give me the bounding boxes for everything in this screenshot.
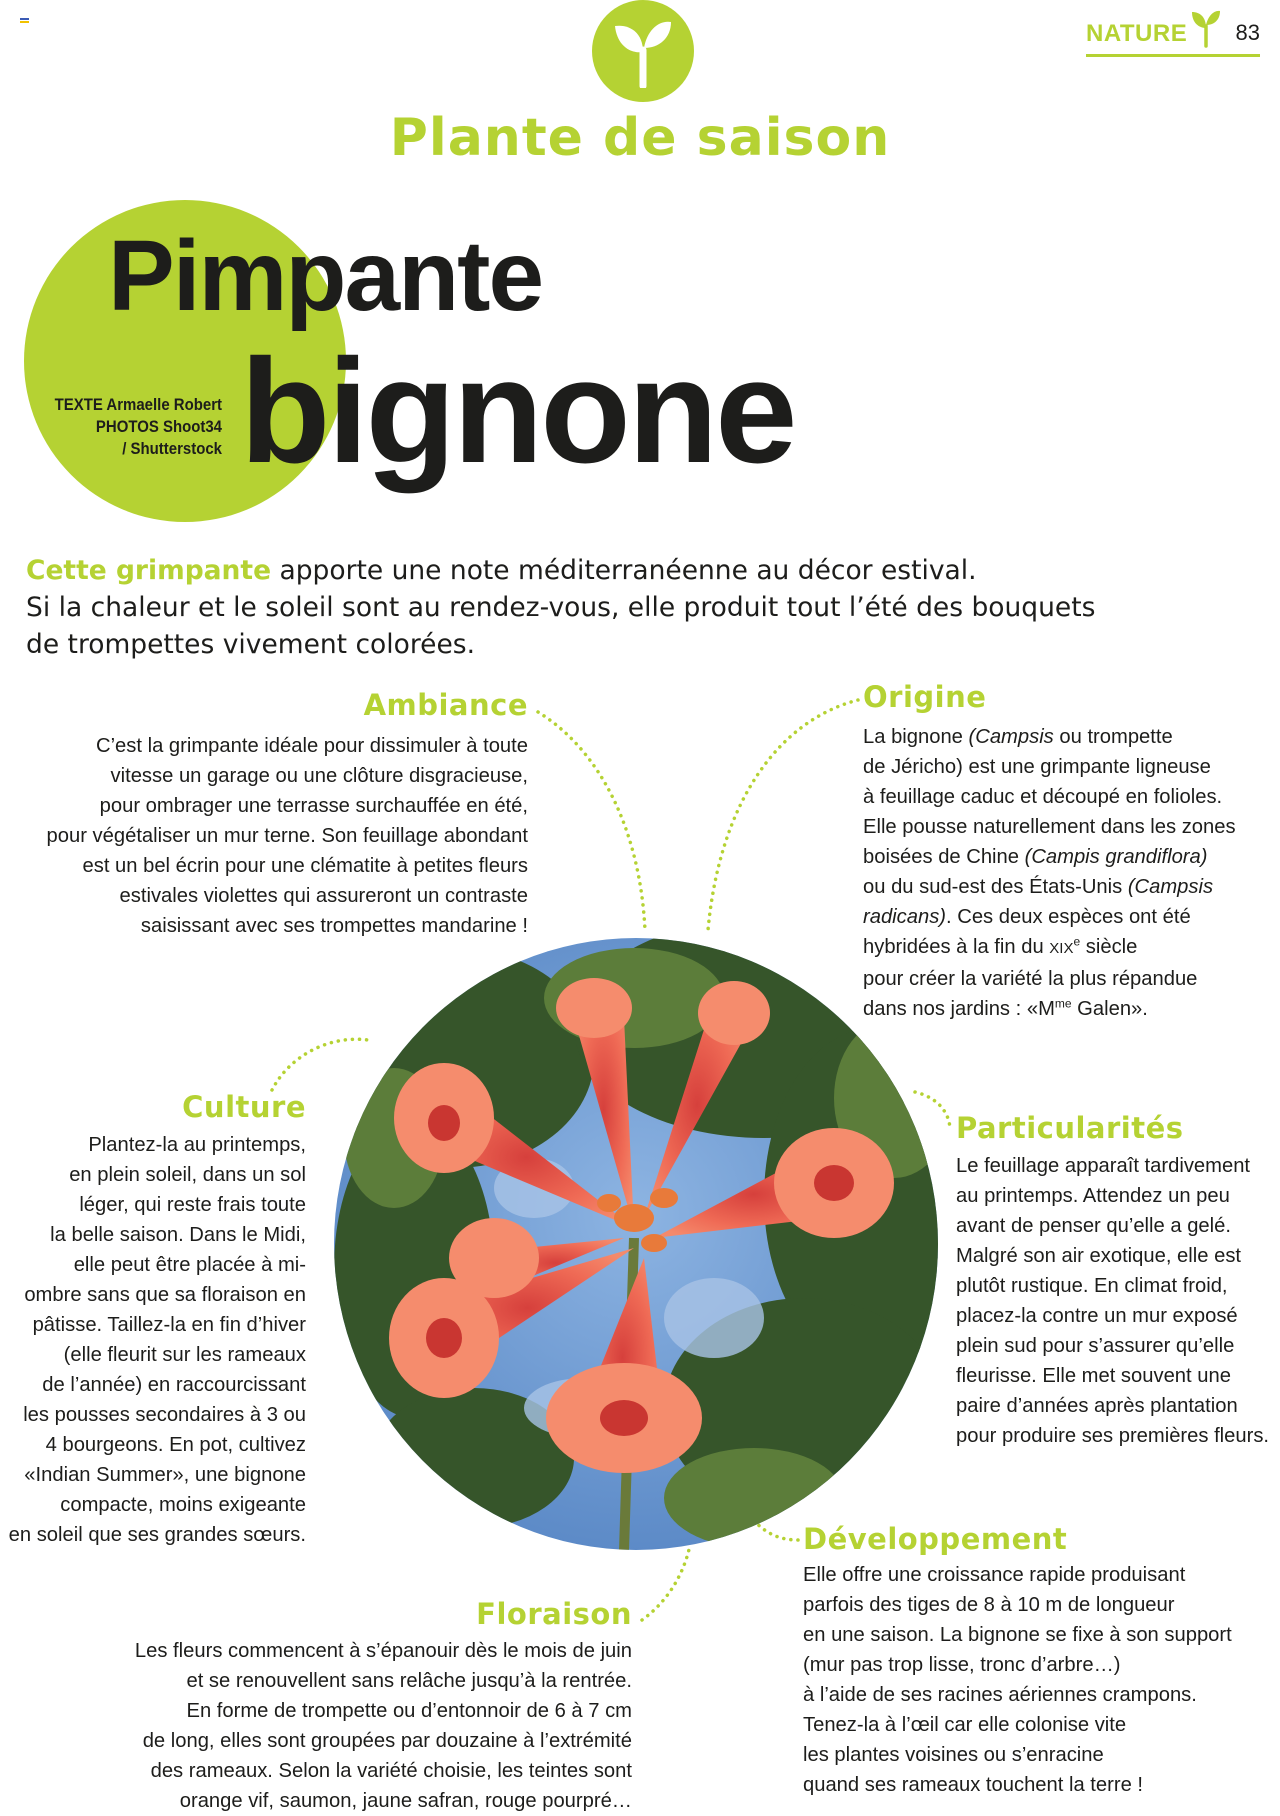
text-line: plein sud pour s’assurer qu’elle xyxy=(956,1335,1235,1357)
intro-text: Si la chaleur et le soleil sont au rendez-vous, elle produit tout l’été des bouquets xyxy=(26,592,1096,623)
latin-name: (Campis grandiflora) xyxy=(1024,846,1208,868)
latin-name: radicans) xyxy=(863,906,947,928)
ambiance-heading: Ambiance xyxy=(363,688,528,722)
credit-line: / Shutterstock xyxy=(122,439,222,458)
text-line: Elle pousse naturellement dans les zones xyxy=(863,816,1236,838)
text-line: au printemps. Attendez un peu xyxy=(956,1185,1230,1207)
developpement-heading: Développement xyxy=(803,1522,1068,1556)
text-line: pour ombrager une terrasse surchauffée en été, xyxy=(99,795,528,817)
text-line: pour végétaliser un mur terne. Son feuillage abondant xyxy=(46,825,528,847)
culture-heading: Culture xyxy=(182,1090,306,1124)
text-line: quand ses rameaux touchent la terre ! xyxy=(803,1774,1144,1796)
text-line: en soleil que ses grandes sœurs. xyxy=(8,1524,306,1546)
section-label: NATURE xyxy=(1086,20,1188,47)
credit-line: TEXTE Armaelle Robert xyxy=(54,395,222,414)
text-line: pour créer la variété la plus répandue xyxy=(863,968,1198,990)
text-line: Le feuillage apparaît tardivement xyxy=(956,1155,1251,1177)
title-line-1: Pimpante xyxy=(108,220,543,332)
text-line: dans nos jardins : «M xyxy=(863,998,1055,1020)
intro-text: apporte une note méditerranéenne au décor estival. xyxy=(271,555,977,586)
text-line: orange vif, saumon, jaune safran, rouge pourpré… xyxy=(179,1790,632,1812)
floraison-text xyxy=(135,1636,632,1816)
text-line: 4 bourgeons. En pot, cultivez xyxy=(45,1434,306,1456)
text-line: Elle offre une croissance rapide produisant xyxy=(803,1564,1186,1586)
text-line: des rameaux. Selon la variété choisie, les teintes sont xyxy=(150,1760,632,1782)
text-line: Les fleurs commencent à s’épanouir dès le mois de juin xyxy=(134,1640,632,1662)
text-line: ou trompette xyxy=(1053,726,1173,748)
text-line: ou du sud-est des États-Unis xyxy=(863,876,1128,898)
text-line: elle peut être placée à mi- xyxy=(73,1254,306,1276)
floraison-heading: Floraison xyxy=(476,1597,632,1631)
text-line: Galen». xyxy=(1071,998,1148,1020)
text-line: boisées de Chine xyxy=(863,846,1025,868)
text-line: hybridées à la fin du xyxy=(863,936,1050,958)
text-line: siècle xyxy=(1080,936,1138,958)
text-line: plutôt rustique. En climat froid, xyxy=(956,1275,1228,1297)
text-line: En forme de trompette ou d’entonnoir de 6 à 7 cm xyxy=(186,1700,632,1722)
text-line: (elle fleurit sur les rameaux xyxy=(63,1344,306,1366)
ambiance-text xyxy=(47,731,528,941)
text-line: estivales violettes qui assureront un contraste xyxy=(119,885,528,907)
title-line-2: bignone xyxy=(240,329,795,494)
intro-text: de trompettes vivement colorées. xyxy=(26,629,475,660)
bignone-flower-photo xyxy=(334,938,938,1550)
text-line: C’est la grimpante idéale pour dissimuler à toute xyxy=(95,735,528,757)
particularites-heading: Particularités xyxy=(956,1111,1184,1145)
text-line: vitesse un garage ou une clôture disgracieuse, xyxy=(110,765,528,787)
text-line: paire d’années après plantation xyxy=(956,1395,1238,1417)
text-line: à feuillage caduc et découpé en folioles. xyxy=(863,786,1223,808)
text-line: de Jéricho) est une grimpante ligneuse xyxy=(863,756,1211,778)
credit-line: PHOTOS Shoot34 xyxy=(95,417,222,436)
text-line: pâtisse. Taillez-la en fin d’hiver xyxy=(32,1314,306,1336)
latin-name: (Campsis xyxy=(1127,876,1214,898)
text-line: est un bel écrin pour une clématite à petites fleurs xyxy=(82,855,528,877)
text-line: saisissant avec ses trompettes mandarine ! xyxy=(140,915,528,937)
credits xyxy=(53,394,222,460)
text-line: (mur pas trop lisse, tronc d’arbre…) xyxy=(803,1654,1121,1676)
text-line: placez-la contre un mur exposé xyxy=(956,1305,1238,1327)
language-flag-icon xyxy=(20,18,29,25)
text-line: à l’aide de ses racines aériennes crampons. xyxy=(803,1684,1197,1706)
text-line: les plantes voisines ou s’enracine xyxy=(803,1744,1104,1766)
kicker-title: Plante de saison xyxy=(389,108,891,168)
intro-paragraph xyxy=(26,552,1176,663)
small-sprout-icon xyxy=(1190,8,1222,48)
text-line: de l’année) en raccourcissant xyxy=(42,1374,306,1396)
culture-text xyxy=(9,1130,306,1550)
text-line: Plantez-la au printemps, xyxy=(88,1134,306,1156)
text-line: parfois des tiges de 8 à 10 m de longueur xyxy=(803,1594,1175,1616)
text-line: de long, elles sont groupées par douzaine à l’extrémité xyxy=(142,1730,632,1752)
text-line: avant de penser qu’elle a gelé. xyxy=(956,1215,1231,1237)
text-line: Tenez-la à l’œil car elle colonise vite xyxy=(803,1714,1127,1736)
superscript: e xyxy=(1073,934,1081,949)
page-number: 83 xyxy=(1235,20,1260,45)
text-line: léger, qui reste frais toute xyxy=(79,1194,306,1216)
developpement-text xyxy=(803,1560,1232,1800)
superscript: me xyxy=(1054,996,1072,1011)
particularites-text xyxy=(956,1151,1269,1451)
latin-name: (Campsis xyxy=(968,726,1054,748)
text-line: et se renouvellent sans relâche jusqu’à la rentrée. xyxy=(186,1670,632,1692)
text-line: fleurisse. Elle met souvent une xyxy=(956,1365,1231,1387)
origine-heading: Origine xyxy=(863,680,987,714)
text-line: compacte, moins exigeante xyxy=(60,1494,306,1516)
sprout-logo-icon xyxy=(592,0,694,102)
text-line: ombre sans que sa floraison en xyxy=(24,1284,306,1306)
text-line: «Indian Summer», une bignone xyxy=(24,1464,306,1486)
text-line: pour produire ses premières fleurs. xyxy=(956,1425,1270,1447)
text-line: . Ces deux espèces ont été xyxy=(946,906,1191,928)
text-line: Malgré son air exotique, elle est xyxy=(956,1245,1242,1267)
text-line: La bignone xyxy=(863,726,969,748)
text-line: en plein soleil, dans un sol xyxy=(69,1164,306,1186)
origine-text xyxy=(863,722,1236,1024)
text-line: la belle saison. Dans le Midi, xyxy=(50,1224,306,1246)
text-line: les pousses secondaires à 3 ou xyxy=(23,1404,306,1426)
section-header xyxy=(1086,8,1260,57)
text-line: en une saison. La bignone se fixe à son support xyxy=(803,1624,1232,1646)
century-numeral: XIX xyxy=(1049,940,1074,957)
intro-highlight: Cette grimpante xyxy=(26,555,272,586)
